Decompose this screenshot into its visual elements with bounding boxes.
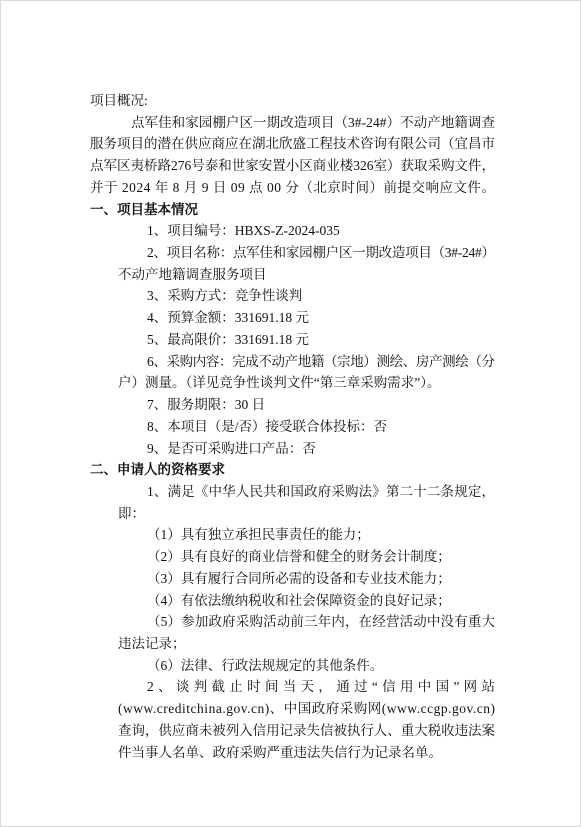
item-procurement-content-continued: 户）测量。（详见竞争性谈判文件“第三章采购需求”）。 <box>118 375 441 391</box>
item-project-name: 2、项目名称：点军佳和家园棚户区一期改造项目（3#-24#） <box>147 245 495 261</box>
qualification-item-continued: 违法记录； <box>118 635 186 651</box>
qualification-line: 即： <box>118 505 145 521</box>
section-heading-qualifications: 二、申请人的资格要求 <box>90 462 225 478</box>
qualification-item: （4）有依法缴纳税收和社会保障资金的良好记录； <box>147 592 451 608</box>
credit-check-line: 件当事人名单、政府采购严重违法失信行为记录名单。 <box>118 744 442 760</box>
overview-line: 并于 2024 年 8 月 9 日 09 点 00 分（北京时间）前提交响应文件。 <box>90 179 496 195</box>
item-consortium-bid: 8、本项目（是/否）接受联合体投标：否 <box>147 418 388 434</box>
credit-check-line: 2、谈判截止时间当天，通过“信用中国”网站 <box>147 679 500 695</box>
qualification-item: （6）法律、行政法规规定的其他条件。 <box>147 657 384 673</box>
section-heading-basic-info: 一、项目基本情况 <box>90 201 198 217</box>
qualification-item: （3）具有履行合同所必需的设备和专业技术能力； <box>147 570 451 586</box>
overview-line: 服务项目的潜在供应商应在湖北欣盛工程技术咨询有限公司（宜昌市 <box>90 136 495 152</box>
item-procurement-method: 3、采购方式：竞争性谈判 <box>147 288 303 304</box>
qualification-item: （2）具有良好的商业信誉和健全的财务会计制度； <box>147 549 451 565</box>
item-max-price: 5、最高限价：331691.18 元 <box>147 331 309 347</box>
qualification-item: （5）参加政府采购活动前三年内，在经营活动中没有重大 <box>147 614 496 630</box>
overview-line: 点军佳和家园棚户区一期改造项目（3#-24#）不动产地籍调查 <box>131 114 496 130</box>
overview-line: 点军区夷桥路276号泰和世家安置小区商业楼326室）获取采购文件， <box>90 158 495 174</box>
qualification-item: （1）具有独立承担民事责任的能力； <box>147 527 370 543</box>
document-body <box>1 90 581 763</box>
credit-check-line: 查询，供应商未被列入信用记录失信被执行人、重大税收违法案 <box>118 722 495 738</box>
qualification-line: 1、满足《中华人民共和国政府采购法》第二十二条规定， <box>147 483 496 499</box>
item-service-period: 7、服务期限：30 日 <box>147 397 266 413</box>
item-project-number: 1、项目编号：HBXS-Z-2024-035 <box>147 223 340 239</box>
overview-label: 项目概况: <box>90 93 148 108</box>
item-procurement-content: 6、采购内容：完成不动产地籍（宗地）测绘、房产测绘（分 <box>147 353 495 369</box>
item-imported-products: 9、是否可采购进口产品：否 <box>147 440 316 456</box>
item-budget-amount: 4、预算金额：331691.18 元 <box>147 310 309 326</box>
item-project-name-continued: 不动产地籍调查服务项目 <box>118 266 267 282</box>
credit-check-websites: (www.creditchina.gov.cn)、中国政府采购网(www.ccgp.gov.cn) <box>118 701 496 717</box>
